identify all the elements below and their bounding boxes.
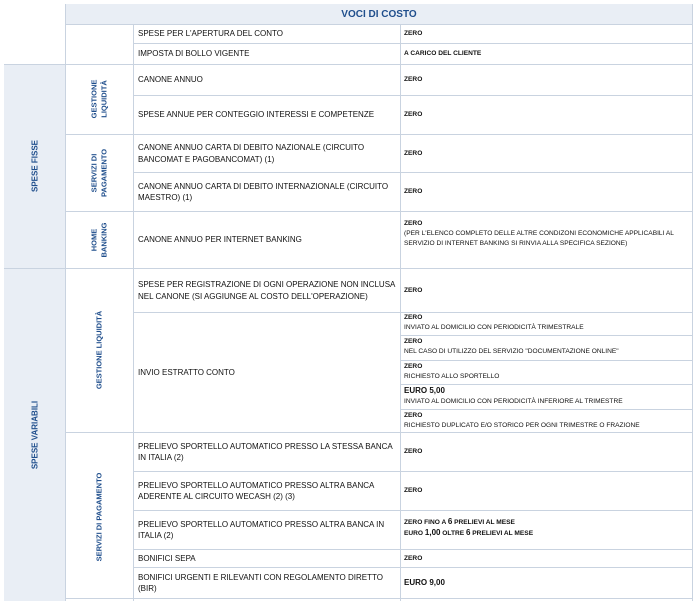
subcategory-label: PAGAMENTO — [99, 148, 108, 197]
row-desc-sepa: BONIFICI SEPA — [138, 553, 196, 563]
value-text: EURO 5,00 — [404, 386, 445, 395]
row-value-carta-internazionale — [401, 173, 692, 211]
row-desc-apertura: SPESE PER L'APERTURA DEL CONTO — [138, 29, 283, 39]
grid-line — [400, 384, 693, 385]
value-text: ZERO — [404, 363, 423, 370]
row-value-estratto-1 — [401, 313, 692, 335]
value-note: (PER L'ELENCO COMPLETO DELLE ALTRE CONDIZONI ECONOMICHE APPLICABILI AL SERVIZIO DI INTERNET BANKING SI RINVIA ALLA SPECIFICA SEZIONE) — [404, 230, 674, 247]
row-value-bollo — [401, 44, 692, 64]
row-desc-prelievo-stessa: PRELIEVO SPORTELLO AUTOMATICO PRESSO LA STESSA BANCA IN ITALIA (2) — [138, 441, 393, 462]
row-value-sepa — [401, 550, 692, 567]
subcategory-label: GESTIONE — [89, 79, 99, 119]
row-value-interessi — [401, 96, 692, 134]
value-number: 6 — [466, 528, 471, 537]
row-value-internet-banking — [401, 219, 692, 265]
row-value-prelievo-stessa — [401, 433, 692, 471]
value-text: ZERO — [404, 554, 423, 562]
subcategory-servizi-pagamento-var — [65, 432, 133, 601]
value-number: 6 — [447, 517, 453, 526]
category-label: SPESE FISSE — [29, 139, 39, 193]
subcategory-label: GESTIONE LIQUIDITÀ — [94, 310, 104, 390]
subcategory-servizi-pagamento — [65, 134, 133, 211]
subcategory-gestione-liquidita — [65, 64, 133, 134]
grid-line — [65, 4, 66, 601]
value-text: ZERO — [404, 314, 423, 321]
subcategory-gestione-liquidita-var — [65, 268, 133, 432]
row-value-apertura — [401, 25, 692, 43]
subcategory-label: BANKING — [99, 222, 108, 257]
row-desc-interessi: SPESE ANNUE PER CONTEGGIO INTERESSI E COMPETENZE — [138, 110, 375, 120]
grid-line — [692, 4, 693, 601]
row-desc-carta-internazionale: CANONE ANNUO CARTA DI DEBITO INTERNAZIONALE (CIRCUITO MAESTRO) (1) — [138, 181, 389, 202]
subcategory-label: LIQUIDITÀ — [99, 80, 108, 118]
value-number: 1,00 — [424, 528, 441, 537]
value-note: INVIATO AL DOMICILIO CON PERIODICITÀ TRIMESTRALE — [404, 324, 584, 331]
value-text: ZERO — [404, 286, 423, 294]
row-desc-canone: CANONE ANNUO — [138, 75, 203, 85]
value-text: ZERO — [404, 111, 423, 118]
value-text: ZERO — [404, 149, 423, 157]
grid-line — [65, 598, 693, 599]
row-value-estratto-3 — [401, 362, 692, 384]
row-value-estratto-2 — [401, 337, 692, 359]
subcategory-home-banking — [65, 211, 133, 268]
value-text: PRELIEVI AL MESE — [452, 519, 515, 526]
value-text: OLTRE — [440, 530, 466, 537]
row-desc-bollo: IMPOSTA DI BOLLO VIGENTE — [138, 49, 250, 59]
row-desc-carta-nazionale: CANONE ANNUO CARTA DI DEBITO NAZIONALE (CIRCUITO BANCOMAT E PAGOBANCOMAT) (1) — [138, 143, 365, 164]
value-note: INVIATO AL DOMICILIO CON PERIODICITÀ INFERIORE AL TRIMESTRE — [404, 398, 623, 405]
header-title: VOCI DI COSTO — [341, 8, 417, 20]
category-label: SPESE VARIABILI — [29, 400, 39, 469]
value-note: NEL CASO DI UTILIZZO DEL SERVIZIO "DOCUMENTAZIONE ONLINE" — [404, 348, 619, 355]
row-value-prelievo-altra — [401, 517, 692, 545]
row-desc-prelievo-wecash: PRELIEVO SPORTELLO AUTOMATICO PRESSO ALTRA BANCA ADERENTE AL CIRCUITO WECASH (2) (3) — [138, 480, 374, 501]
row-value-canone — [401, 65, 692, 95]
value-text: ZERO — [404, 412, 423, 419]
value-text: ZERO FINO A — [404, 519, 448, 526]
subcategory-label: HOME — [89, 228, 99, 251]
value-text: ZERO — [404, 30, 423, 37]
grid-line — [400, 335, 693, 336]
row-value-prelievo-wecash — [401, 472, 692, 510]
row-value-estratto-4 — [401, 386, 692, 408]
grid-line — [400, 409, 693, 410]
table-header — [65, 4, 693, 24]
value-text: PRELIEVI AL MESE — [470, 530, 534, 537]
value-note: RICHIESTO DUPLICATO E/O STORICO PER OGNI TRIMESTRE O FRAZIONE — [404, 422, 640, 429]
value-text: ZERO — [404, 338, 423, 345]
value-text: EURO 9,00 — [404, 578, 445, 587]
row-desc-prelievo-altra: PRELIEVO SPORTELLO AUTOMATICO PRESSO ALTRA BANCA IN ITALIA (2) — [138, 519, 385, 540]
grid-line — [400, 360, 693, 361]
subcategory-label: SERVIZI DI — [89, 153, 99, 192]
row-desc-operazione: SPESE PER REGISTRAZIONE DI OGNI OPERAZIONE NON INCLUSA NEL CANONE (SI AGGIUNGE AL COSTO DELL'OPERAZIONE) — [138, 280, 395, 301]
value-text: ZERO — [404, 76, 423, 83]
value-note: RICHIESTO ALLO SPORTELLO — [404, 373, 500, 380]
value-text: ZERO — [404, 487, 423, 494]
row-value-carta-nazionale — [401, 135, 692, 172]
value-text: ZERO — [404, 448, 423, 455]
value-text: EURO — [404, 530, 425, 537]
row-desc-internet-banking: CANONE ANNUO PER INTERNET BANKING — [138, 235, 302, 245]
row-desc-urgenti: BONIFICI URGENTI E RILEVANTI CON REGOLAMENTO DIRETTO (BIR) — [138, 572, 383, 593]
subcategory-label: SERVIZI DI PAGAMENTO — [94, 472, 104, 561]
value-text: ZERO — [404, 220, 423, 227]
value-text: ZERO — [404, 188, 423, 195]
row-value-urgenti — [401, 568, 692, 598]
row-value-operazione — [401, 269, 692, 312]
category-spese-fisse — [4, 64, 65, 268]
value-text: A CARICO DEL CLIENTE — [404, 50, 482, 57]
row-desc-estratto-conto: INVIO ESTRATTO CONTO — [138, 367, 235, 377]
row-value-estratto-5 — [401, 411, 692, 432]
category-spese-variabili — [4, 268, 65, 601]
